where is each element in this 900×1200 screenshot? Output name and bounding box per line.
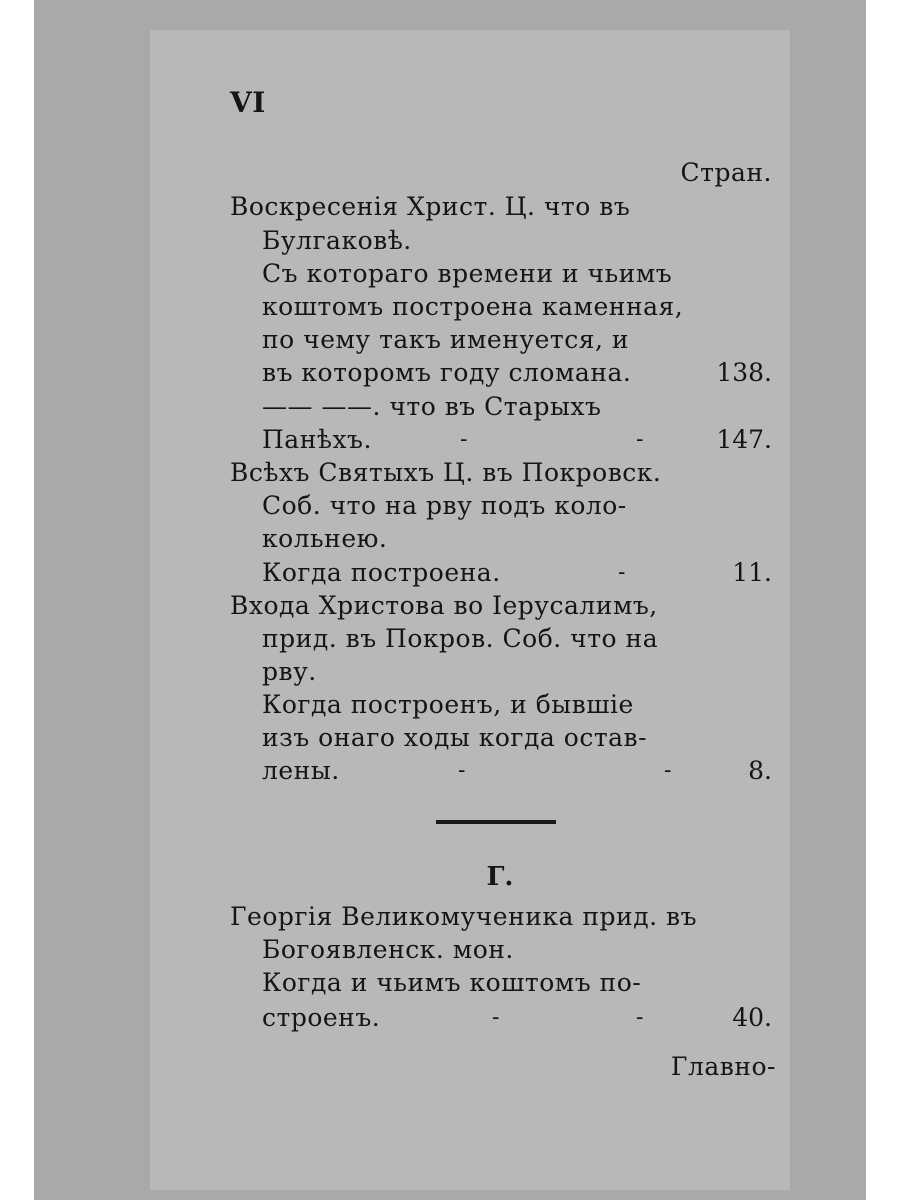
entry-line: Панѣхъ. [262, 425, 372, 454]
entry-line: Когда и чьимъ коштомъ по- [262, 968, 642, 997]
leader-dash: - [636, 1005, 644, 1030]
entry-line: Всѣхъ Святыхъ Ц. въ Покровск. [230, 458, 662, 487]
entry-line: Когда построенъ, и бывшіе [262, 690, 634, 719]
entry-line: Когда построена. [262, 558, 501, 587]
entry-line: коштомъ построена каменная, [262, 292, 684, 321]
section-divider [436, 820, 556, 824]
entry-line: по чему такъ именуется, и [262, 325, 630, 354]
entry-line: кольнею. [262, 524, 388, 553]
page-reference: 147. [716, 425, 772, 454]
entry-line: изъ онаго ходы когда остав- [262, 723, 648, 752]
entry-line: —— ——. что въ Старыхъ [262, 392, 602, 421]
page-reference: 138. [716, 358, 772, 387]
column-header: Стран. [680, 158, 772, 187]
page-reference: 11. [732, 558, 772, 587]
entry-line: Георгія Великомученика прид. въ [230, 902, 697, 931]
entry-line: лены. [262, 756, 340, 785]
entry-line: Богоявленск. мон. [262, 935, 514, 964]
entry-line: Съ котораго времени и чьимъ [262, 259, 673, 288]
leader-dash: - [664, 758, 672, 783]
entry-line: Воскресенія Христ. Ц. что въ [230, 192, 631, 221]
entry-line: Булгаковѣ. [262, 226, 412, 255]
leader-dash: - [618, 560, 626, 585]
entry-line: рву. [262, 657, 317, 686]
catchword: Главно- [670, 1052, 776, 1081]
entry-line: строенъ. [262, 1003, 381, 1032]
page-number: VI [230, 86, 266, 119]
entry-line: Соб. что на рву подъ коло- [262, 491, 627, 520]
entry-line: въ которомъ году сломана. [262, 358, 632, 387]
page-reference: 40. [732, 1003, 772, 1032]
leader-dash: - [458, 758, 466, 783]
leader-dash: - [492, 1005, 500, 1030]
leader-dash: - [636, 427, 644, 452]
page-reference: 8. [748, 756, 772, 785]
entry-line: прид. въ Покров. Соб. что на [262, 624, 659, 653]
entry-line: Входа Христова во Іерусалимъ, [230, 591, 658, 620]
section-letter: Г. [486, 862, 514, 892]
leader-dash: - [460, 427, 468, 452]
